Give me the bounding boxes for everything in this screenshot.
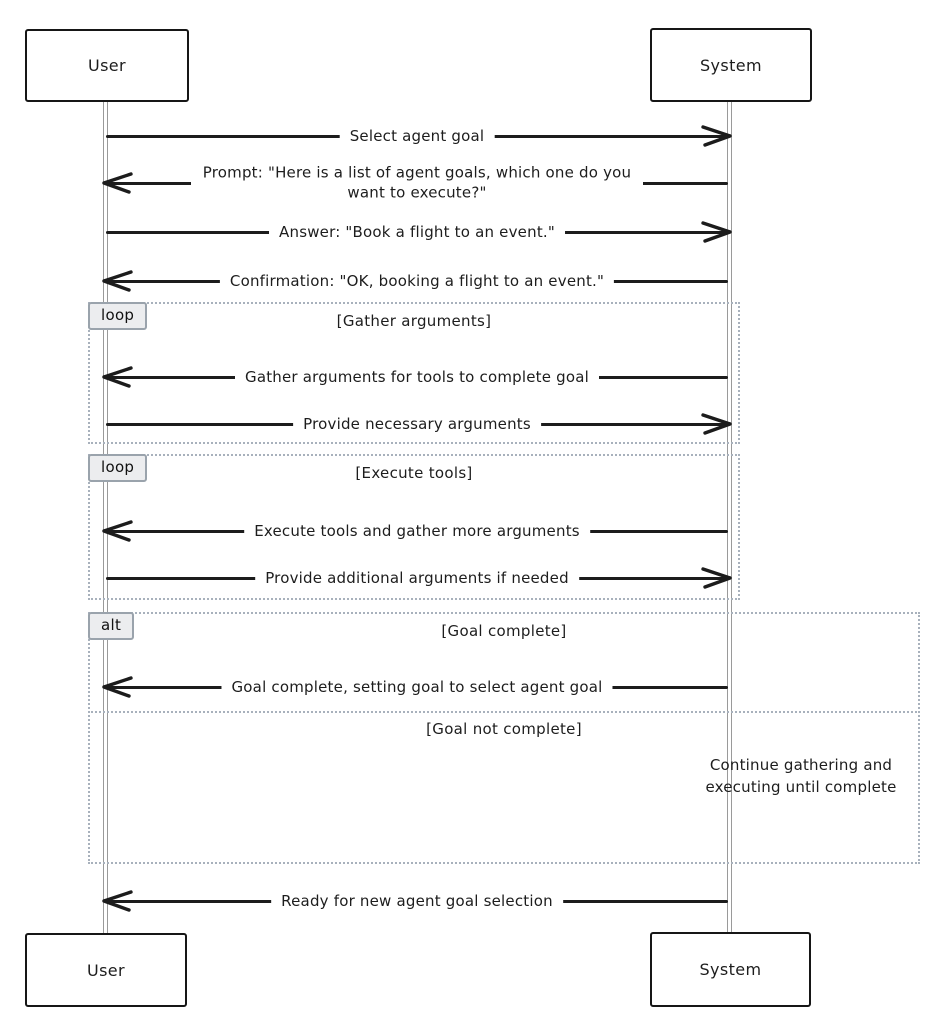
arrowhead-right-icon (698, 220, 732, 244)
frame-title: [Gather arguments] (336, 312, 492, 330)
message-label: Answer: "Book a flight to an event." (269, 222, 565, 242)
message-label: Prompt: "Here is a list of agent goals, which one do you want to execute?" (191, 163, 643, 204)
message-label: Goal complete, setting goal to select agent goal (221, 677, 612, 697)
frame-tag-alt: alt (88, 612, 134, 640)
message-label: Gather arguments for tools to complete goal (235, 367, 599, 387)
message-label: Ready for new agent goal selection (271, 891, 563, 911)
arrowhead-left-icon (102, 519, 136, 543)
actor-label-user: User (87, 56, 127, 75)
message-label: Select agent goal (340, 126, 495, 146)
alt-else-divider (88, 711, 920, 713)
actor-box-user-bottom (25, 933, 187, 1007)
actor-label-user: User (86, 960, 126, 980)
actor-label-system: System (699, 55, 763, 75)
message-label: Execute tools and gather more arguments (244, 521, 590, 541)
message-label: Provide additional arguments if needed (255, 568, 579, 588)
actor-box-user-top (25, 29, 189, 102)
message-label: Provide necessary arguments (293, 414, 541, 434)
system-self-note: Continue gathering and executing until complete (705, 756, 897, 796)
arrowhead-left-icon (102, 269, 136, 293)
actor-box-system-top (650, 28, 812, 102)
arrowhead-right-icon (698, 566, 732, 590)
arrowhead-left-icon (102, 889, 136, 913)
arrowhead-left-icon (102, 675, 136, 699)
arrowhead-left-icon (102, 171, 136, 195)
frame-title: [Execute tools] (355, 464, 473, 482)
message-label: Confirmation: "OK, booking a flight to an event." (220, 271, 614, 291)
arrowhead-right-icon (698, 124, 732, 148)
frame-tag-loop: loop (88, 302, 147, 330)
actor-box-system-bottom (650, 932, 811, 1007)
frame-alt-goal-complete (88, 612, 920, 864)
frame-tag-loop: loop (88, 454, 147, 482)
arrowhead-right-icon (698, 412, 732, 436)
actor-label-system: System (699, 960, 762, 979)
arrowhead-left-icon (102, 365, 136, 389)
alt-else-title: [Goal not complete] (426, 720, 582, 738)
frame-title: [Goal complete] (441, 622, 567, 640)
